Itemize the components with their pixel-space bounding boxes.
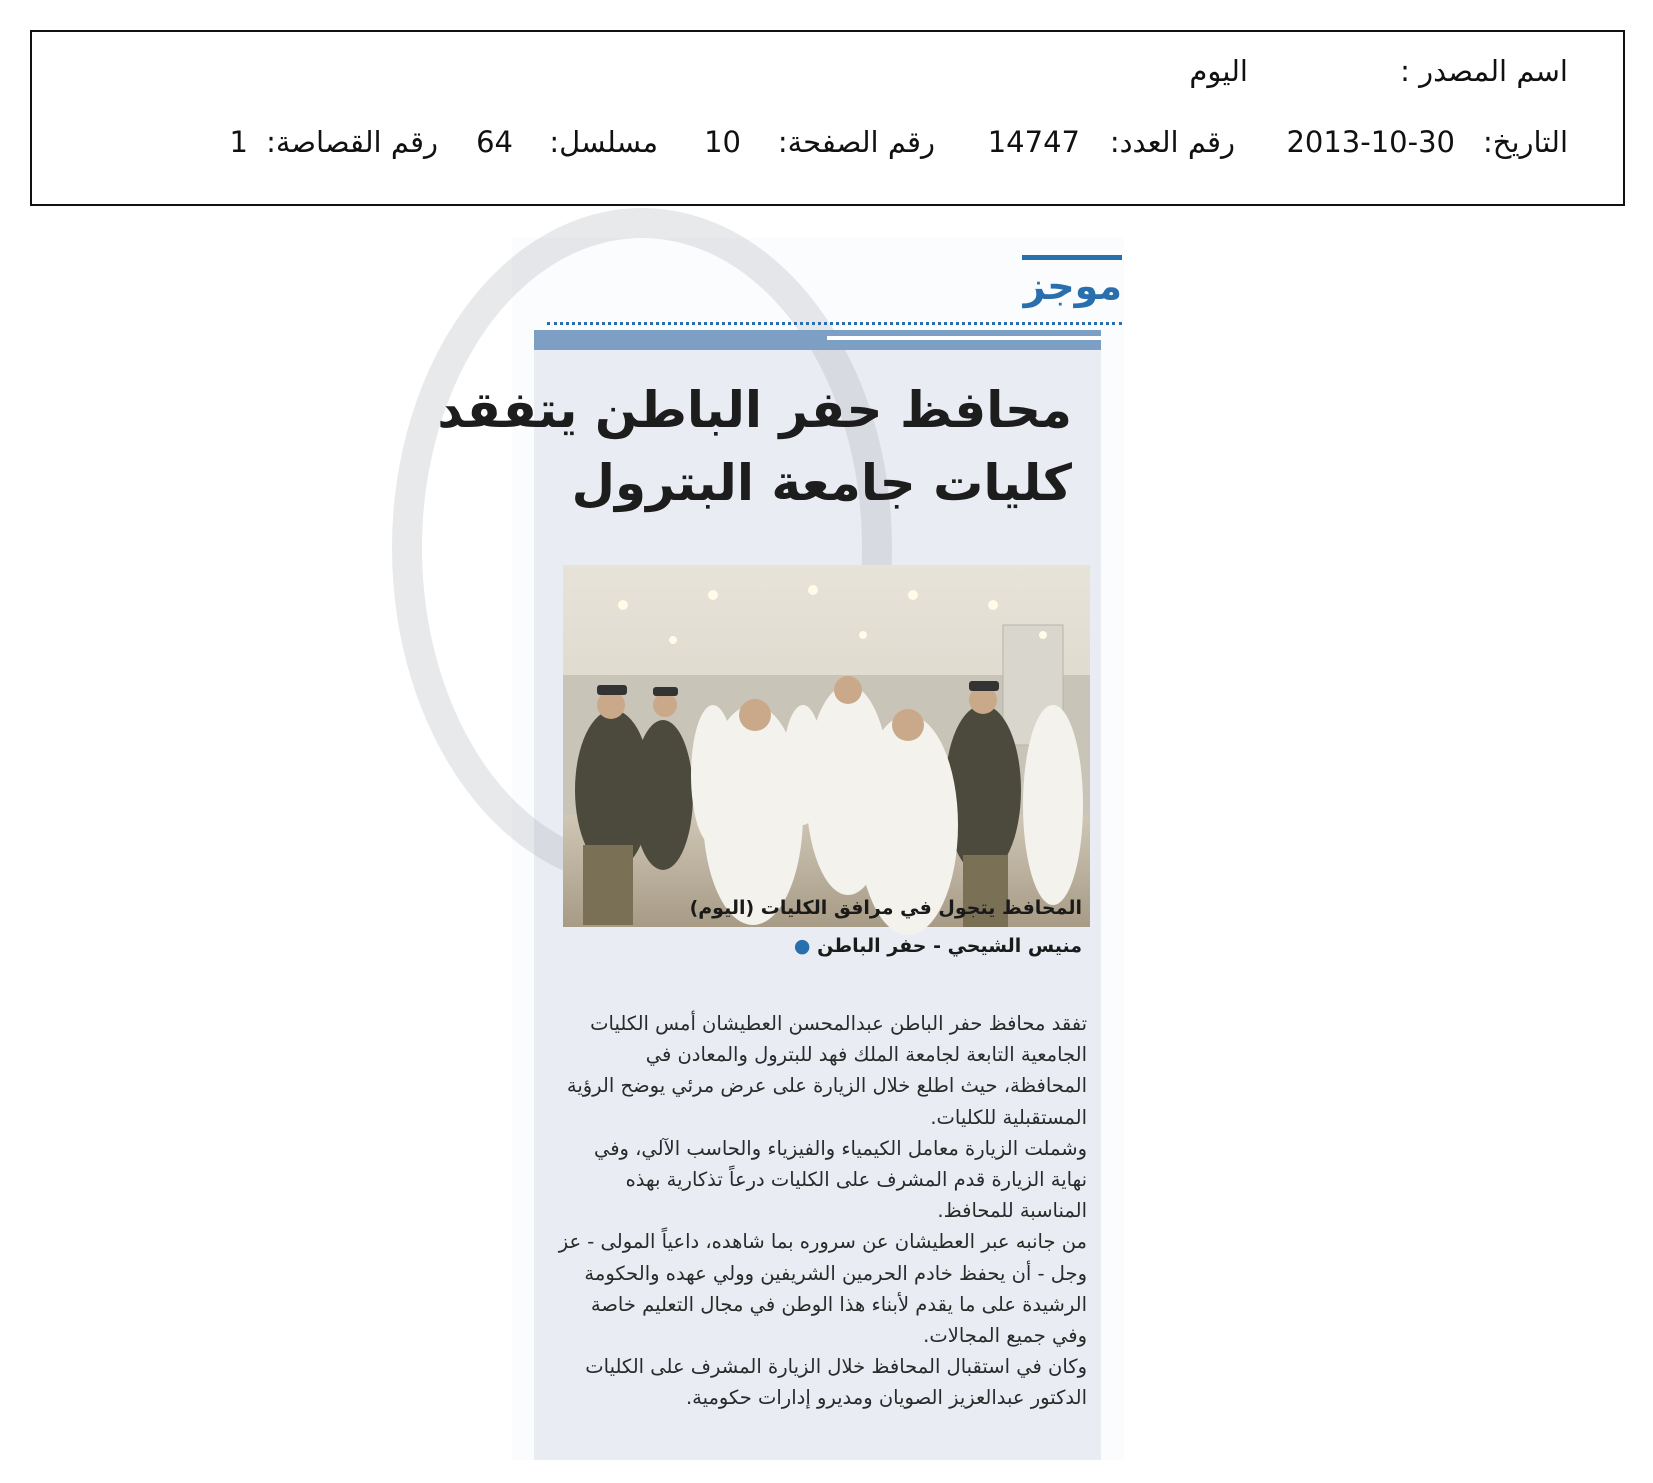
- page-value: 10: [704, 125, 741, 159]
- byline: [552, 935, 1082, 957]
- dotted-rule: [547, 322, 1122, 325]
- photo-caption: المحافظ يتجول في مرافق الكليات (اليوم): [689, 897, 1082, 919]
- header-band: [534, 330, 1101, 350]
- date-label: التاريخ:: [1482, 125, 1568, 159]
- section-top-rule: [1022, 255, 1122, 260]
- date-value: 2013-10-30: [1286, 125, 1455, 159]
- clipping-header-box: [30, 30, 1625, 206]
- page-label: رقم الصفحة:: [777, 125, 935, 159]
- serial-value: 64: [476, 125, 513, 159]
- section-label: موجز: [1023, 264, 1122, 308]
- byline-text: منيس الشيحي - حفر الباطن: [817, 935, 1082, 957]
- clip-label: رقم القصاصة:: [266, 125, 438, 159]
- issue-label: رقم العدد:: [1109, 125, 1235, 159]
- header-band-highlight: [827, 336, 1101, 340]
- serial-label: مسلسل:: [549, 125, 658, 159]
- headline-line-1: محافظ حفر الباطن يتفقد: [437, 381, 1072, 439]
- newspaper-clipping: [437, 238, 1124, 1460]
- article-body: تفقد محافظ حفر الباطن عبدالمحسن العطيشان أمس الكليات الجامعية التابعة لجامعة الملك فهد للبترول والمعادن في المحافظة، حيث اطلع خلال الزيارة على عرض مرئي يوضح الرؤية المستقبلية للكليات. وشملت الزيارة معامل الكيمياء والفيزياء والحاسب الآلي، وفي نهاية الزيارة قدم المشرف على الكليات درعاً تذكارية بهذه المناسبة للمحافظ. من جانبه عبر العطيشان عن سروره بما شاهده، داعياً المولى - عز وجل - أن يحفظ خادم الحرمين الشريفين وولي عهده والحكومة الرشيدة على ما يقدم لأبناء هذا الوطن في مجال التعليم خاصة وفي جميع المجالات. وكان في استقبال المحافظ خلال الزيارة المشرف على الكليات الدكتور عبدالعزيز الصويان ومديرو إدارات حكومية.: [558, 1012, 1087, 1410]
- clip-value: 1: [229, 125, 248, 159]
- bullet-dot-icon: ●: [793, 935, 811, 957]
- headline-line-2: كليات جامعة البترول: [571, 454, 1072, 512]
- article-photo: [563, 565, 1090, 927]
- issue-value: 14747: [987, 125, 1080, 159]
- source-value: اليوم: [1189, 54, 1248, 88]
- source-label: اسم المصدر :: [1400, 54, 1568, 88]
